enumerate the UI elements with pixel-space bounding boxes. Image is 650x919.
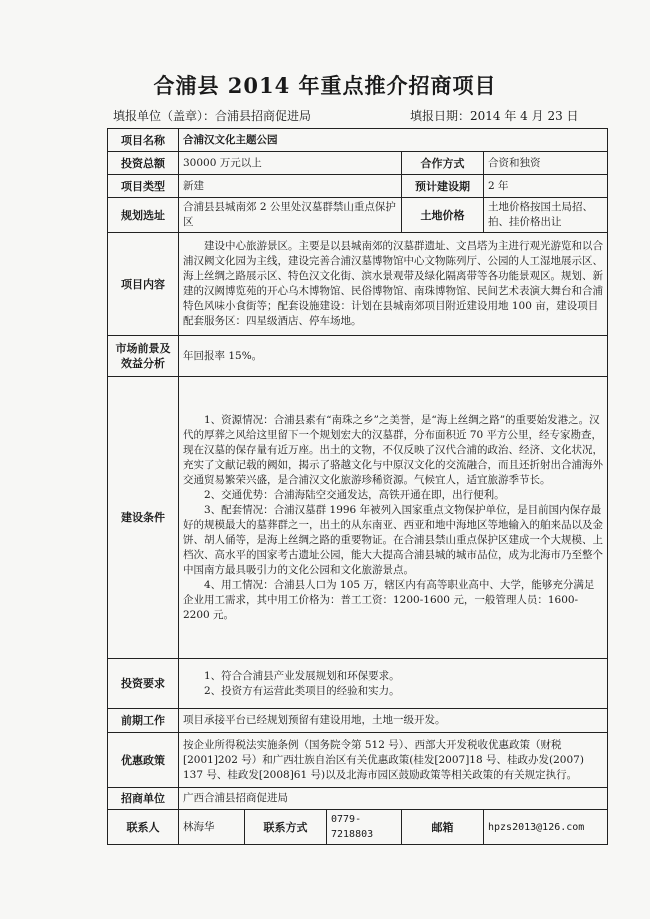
document-title: 合浦县 2014 年重点推介招商项目	[153, 73, 497, 98]
value-build-period: 2 年	[484, 175, 608, 198]
reporting-date: 填报日期：2014 年 4 月 23 日	[410, 109, 579, 123]
reporting-unit: 填报单位（盖章）：合浦县招商促进局	[113, 109, 312, 123]
value-conditions	[179, 377, 608, 659]
requirement-item: 2、投资方有运营此类项目的经验和实力。	[204, 684, 400, 697]
label-agency: 招商单位	[108, 788, 179, 810]
value-market: 年回报率 15%。	[179, 336, 608, 377]
label-investment: 投资总额	[108, 152, 179, 175]
label-conditions: 建设条件	[108, 377, 179, 659]
value-land-price: 土地价格按国土局招、拍、挂价格出让	[484, 198, 608, 233]
conditions-labor: 4、用工情况：合浦县人口为 105 万，辖区内有高等职业高中、大学，能够充分满足企业用工需求，其中用工价格为：普工工资：1200-1600 元，一般管理人员：1600-2200 元。	[183, 578, 595, 621]
value-prework: 项目承接平台已经规划预留有建设用地，土地一级开发。	[179, 709, 608, 733]
label-policy: 优惠政策	[108, 733, 179, 788]
label-land-price: 土地价格	[402, 198, 484, 233]
value-email: hpzs2013@126.com	[484, 810, 608, 845]
value-project-name: 合浦汉文化主题公园	[179, 129, 608, 152]
value-agency: 广西合浦县招商促进局	[179, 788, 608, 810]
label-content: 项目内容	[108, 233, 179, 336]
label-market: 市场前景及效益分析	[108, 336, 179, 377]
conditions-supporting: 3、配套情况：合浦汉墓群 1996 年被列入国家重点文物保护单位，是目前国内保存最好的规模最大的墓葬群之一，出土的从东南亚、西亚和地中海地区等地输入的舶来品以及金饼、胡人俑等，是海上丝绸之路的重要物证。在合浦县禁山重点保护区建成一个大规模、上档次、高水平的国家考古遗址公园，能大大提高合浦县城的城市品位，成为北海市乃至整个中国南方最具吸引力的文化公园和文化旅游景点。	[183, 503, 603, 576]
label-email: 邮箱	[402, 810, 484, 845]
label-build-period: 预计建设期	[402, 175, 484, 198]
value-investment: 30000 万元以上	[179, 152, 402, 175]
conditions-resources: 1、资源情况：合浦县素有“南珠之乡”之美誉，是“海上丝绸之路”的重要始发港之。汉代的厚葬之风给这里留下一个规划宏大的汉墓群，分布面积近 70 平方公里，经专家勘查，现在汉墓的保存量有近万座。出土的文物，不仅反映了汉代合浦的政治、经济、文化状况，充实了文献记载的阙如，揭示了骆越文化与中原汉文化的交流融合，而且还折射出合浦海外交通贸易繁荣兴盛，是合浦汉文化旅游珍稀资源。气候宜人，适宜旅游季节长。	[183, 413, 603, 486]
value-project-type: 新建	[179, 175, 402, 198]
conditions-transport: 2、交通优势：合浦海陆空交通发达，高铁开通在即，出行便利。	[204, 488, 505, 501]
label-phone: 联系方式	[245, 810, 327, 845]
value-site: 合浦县县城南郊 2 公里处汉墓群禁山重点保护区	[179, 198, 402, 233]
value-contact: 林海华	[179, 810, 245, 845]
value-requirements	[179, 659, 608, 709]
value-policy: 按企业所得税法实施条例（国务院令第 512 号）、西部大开发税收优惠政策（财税[2001]202 号）和广西壮族自治区有关优惠政策(桂发[2007]18 号、桂政办发(2007) 137 号、桂政发[2008]61 号)以及北海市园区鼓励政策等相关政策的有关规定执行。	[179, 733, 608, 788]
value-phone: 0779-7218803	[327, 810, 402, 845]
label-coop-mode: 合作方式	[402, 152, 484, 175]
label-prework: 前期工作	[108, 709, 179, 733]
label-requirements: 投资要求	[108, 659, 179, 709]
requirement-item: 1、符合合浦县产业发展规划和环保要求。	[204, 669, 400, 682]
value-content: 建设中心旅游景区。主要是以县城南郊的汉墓群遗址、文昌塔为主进行观光游览和以合浦汉阙文化园为主线，建设完善合浦汉墓博物馆中心文物陈列厅、公园的人工湿地展示区、海上丝绸之路展示区、特色汉文化街、滨水景观带及绿化隔离带等各功能景观区。规划、新建的汉阙博览苑的开心乌木博物馆、民俗博物馆、南珠博物馆、民间艺术表演大舞台和合浦特色风味小食街等；配套设施建设：计划在县城南郊项目附近建设用地 100 亩，建设项目配套服务区：四星级酒店、停车场地。	[179, 233, 608, 336]
label-project-type: 项目类型	[108, 175, 179, 198]
value-coop-mode: 合资和独资	[484, 152, 608, 175]
label-contact: 联系人	[108, 810, 179, 845]
label-site: 规划选址	[108, 198, 179, 233]
label-project-name: 项目名称	[108, 129, 179, 152]
project-form-table	[107, 128, 608, 845]
